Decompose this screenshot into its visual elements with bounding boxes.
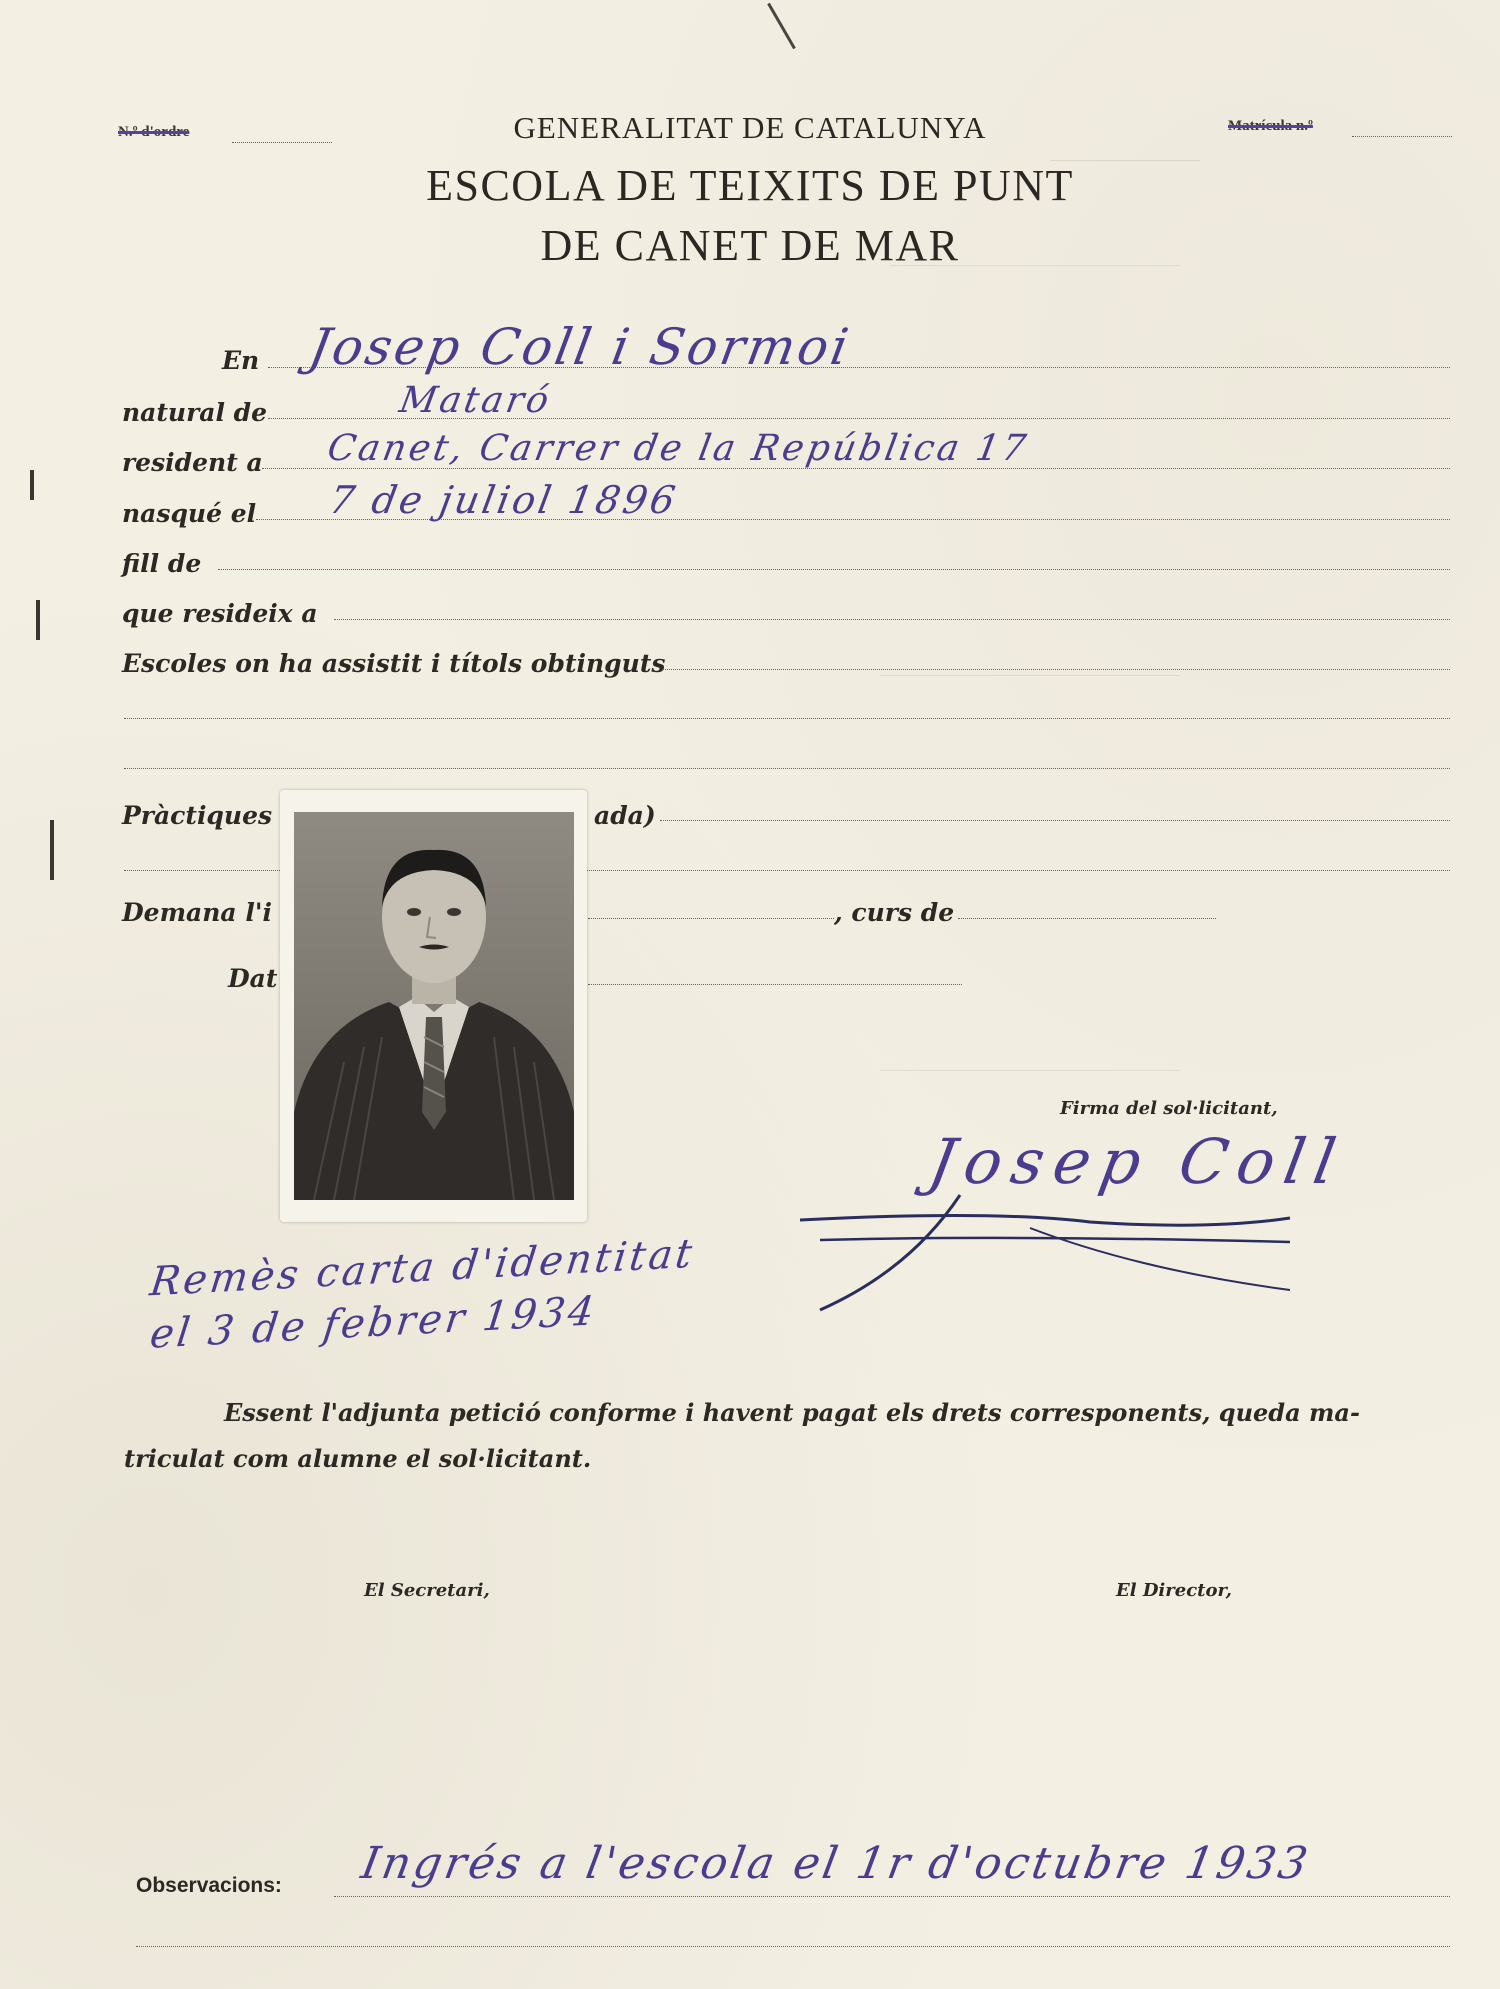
observacions-handwritten-value: Ingrés a l'escola el 1r d'octubre 1933 (357, 1838, 1315, 1889)
natural-handwritten-value: Mataró (396, 380, 555, 421)
escoles-label: Escoles on ha assistit i títols obtinguts (122, 649, 666, 678)
enrollment-statement-line1: Essent l'adjunta petició conforme i havent pagat els drets corresponents, queda ma- (224, 1398, 1360, 1427)
enrollment-statement-line2: triculat com alumne el sol·licitant. (124, 1444, 592, 1473)
bleed-through-mark (880, 1070, 1180, 1071)
curs-label: , curs de (834, 898, 955, 927)
practiques-label: Pràctiques (122, 801, 273, 830)
edge-stain (30, 470, 34, 500)
identity-card-date-note: el 3 de febrer 1934 (147, 1288, 600, 1358)
escoles-line (662, 669, 1450, 670)
applicant-signature: Josep Coll (923, 1125, 1351, 1198)
demana-label: Demana l'i (122, 898, 272, 927)
fold-mark (767, 3, 796, 50)
edge-stain (36, 600, 40, 640)
matricula-label: Matrícula n.º (1228, 118, 1313, 134)
observacions-line (334, 1896, 1450, 1897)
portrait-man-icon (294, 812, 574, 1200)
edge-stain (50, 820, 54, 880)
data-line (588, 984, 962, 985)
signature-label: Firma del sol·licitant, (1060, 1098, 1278, 1119)
nasque-handwritten-value: 7 de juliol 1896 (326, 478, 682, 522)
resident-handwritten-value: Canet, Carrer de la República 17 (324, 428, 1032, 469)
bleed-through-mark (880, 675, 1180, 676)
header-school-name: ESCOLA DE TEIXITS DE PUNT (426, 161, 1074, 210)
en-handwritten-name: Josep Coll i Sormoi (304, 318, 856, 376)
escoles-line-2 (124, 718, 1450, 719)
applicant-photo (280, 790, 587, 1222)
resideix-label: que resideix a (122, 599, 318, 628)
header-generalitat: GENERALITAT DE CATALUNYA (513, 110, 987, 145)
natural-label: natural de (122, 398, 268, 427)
demana-line (588, 918, 834, 919)
fill-label: fill de (122, 549, 202, 578)
escoles-line-3 (124, 768, 1450, 769)
nasque-label: nasqué el (122, 499, 257, 528)
signature-flourish (790, 1180, 1310, 1320)
header-location: DE CANET DE MAR (540, 221, 960, 270)
portrait-photo (294, 812, 574, 1200)
observacions-line-2 (136, 1946, 1450, 1947)
resident-label: resident a (122, 448, 263, 477)
observacions-label: Observacions: (136, 1874, 282, 1897)
director-label: El Director, (1116, 1580, 1232, 1601)
data-label: Dat (228, 964, 278, 993)
fill-line (218, 569, 1450, 570)
practiques-tail: ada) (594, 801, 656, 830)
secretari-label: El Secretari, (364, 1580, 490, 1601)
practiques-line (660, 820, 1450, 821)
identity-card-note: Remès carta d'identitat (147, 1230, 698, 1306)
en-label: En (222, 346, 260, 375)
resideix-line (334, 619, 1450, 620)
order-number-label: N.º d'ordre (118, 124, 190, 140)
curs-line (958, 918, 1216, 919)
